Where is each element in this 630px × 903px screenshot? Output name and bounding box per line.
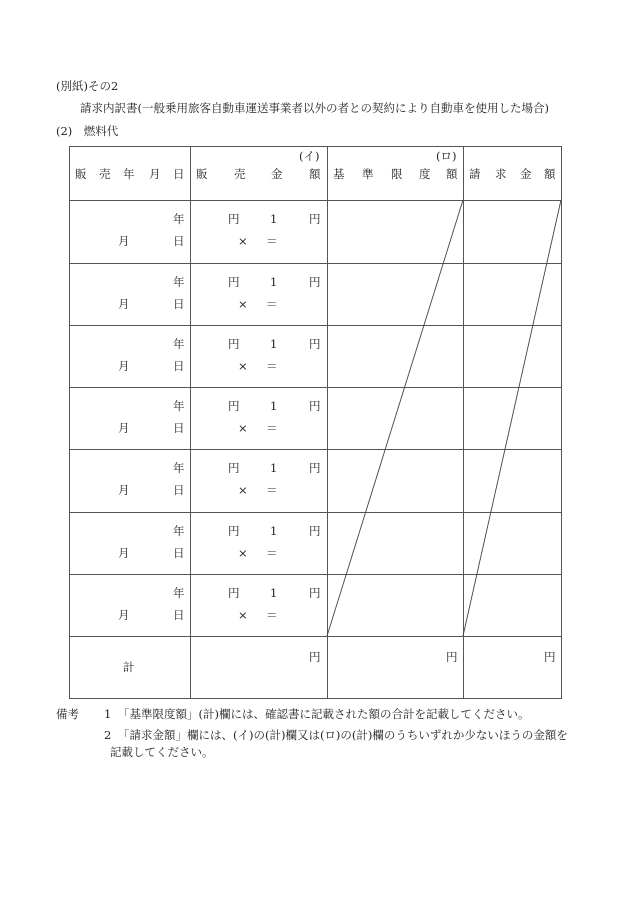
times-sign: × [238, 608, 248, 622]
unit-price-yen-label: 円 [228, 586, 240, 600]
year-label: 年 [173, 461, 185, 475]
quantity-unit-label: 1 [270, 586, 278, 600]
amount-yen-label: 円 [309, 399, 321, 413]
quantity-unit-label: 1 [270, 461, 278, 475]
day-label: 日 [173, 546, 185, 560]
month-label: 月 [118, 297, 130, 311]
times-sign: × [238, 234, 248, 248]
document-title: 請求内訳書(一般乗用旅客自動車運送事業者以外の者との契約により自動車を使用した場合) [80, 101, 549, 115]
month-label: 月 [118, 234, 130, 248]
year-label: 年 [173, 399, 185, 413]
equals-sign: ＝ [266, 608, 278, 622]
times-sign: × [238, 421, 248, 435]
times-sign: × [238, 359, 248, 373]
diagonal-strike-standard-limit [327, 200, 463, 636]
note-1-number: 1 [104, 707, 112, 721]
note-2-text-line1: 「請求金額」欄には、(イ)の(計)欄又は(ロ)の(計)欄のうちいずれか少ないほうの金額を [118, 728, 568, 742]
year-label: 年 [173, 212, 185, 226]
quantity-unit-label: 1 [270, 337, 278, 351]
month-label: 月 [118, 546, 130, 560]
diagonal-strike-claim-amount [463, 200, 561, 636]
year-label: 年 [173, 524, 185, 538]
unit-price-yen-label: 円 [228, 275, 240, 289]
section-heading: (2) 燃料代 [56, 124, 119, 138]
total-claim-amount-yen: 円 [544, 650, 556, 664]
times-sign: × [238, 546, 248, 560]
unit-price-yen-label: 円 [228, 461, 240, 475]
equals-sign: ＝ [266, 234, 278, 248]
equals-sign: ＝ [266, 483, 278, 497]
quantity-unit-label: 1 [270, 212, 278, 226]
amount-yen-label: 円 [309, 586, 321, 600]
note-2-text-line2: 記載してください。 [110, 745, 214, 759]
amount-yen-label: 円 [309, 275, 321, 289]
unit-price-yen-label: 円 [228, 337, 240, 351]
times-sign: × [238, 297, 248, 311]
year-label: 年 [173, 275, 185, 289]
unit-price-yen-label: 円 [228, 524, 240, 538]
total-label: 計 [123, 660, 135, 674]
quantity-unit-label: 1 [270, 275, 278, 289]
day-label: 日 [173, 421, 185, 435]
amount-yen-label: 円 [309, 337, 321, 351]
amount-yen-label: 円 [309, 524, 321, 538]
times-sign: × [238, 483, 248, 497]
notes-heading: 備考 [56, 707, 79, 721]
equals-sign: ＝ [266, 359, 278, 373]
equals-sign: ＝ [266, 421, 278, 435]
total-sale-amount-yen: 円 [309, 650, 321, 664]
note-1-text: 「基準限度額」(計)欄には、確認書に記載された額の合計を記載してください。 [118, 707, 530, 721]
quantity-unit-label: 1 [270, 524, 278, 538]
day-label: 日 [173, 483, 185, 497]
month-label: 月 [118, 483, 130, 497]
day-label: 日 [173, 608, 185, 622]
day-label: 日 [173, 234, 185, 248]
equals-sign: ＝ [266, 546, 278, 560]
year-label: 年 [173, 586, 185, 600]
attachment-label: (別紙)その2 [56, 79, 119, 93]
month-label: 月 [118, 608, 130, 622]
equals-sign: ＝ [266, 297, 278, 311]
day-label: 日 [173, 359, 185, 373]
note-2-number: 2 [104, 728, 112, 742]
month-label: 月 [118, 421, 130, 435]
amount-yen-label: 円 [309, 212, 321, 226]
day-label: 日 [173, 297, 185, 311]
total-standard-limit-yen: 円 [446, 650, 458, 664]
unit-price-yen-label: 円 [228, 399, 240, 413]
quantity-unit-label: 1 [270, 399, 278, 413]
month-label: 月 [118, 359, 130, 373]
amount-yen-label: 円 [309, 461, 321, 475]
unit-price-yen-label: 円 [228, 212, 240, 226]
year-label: 年 [173, 337, 185, 351]
